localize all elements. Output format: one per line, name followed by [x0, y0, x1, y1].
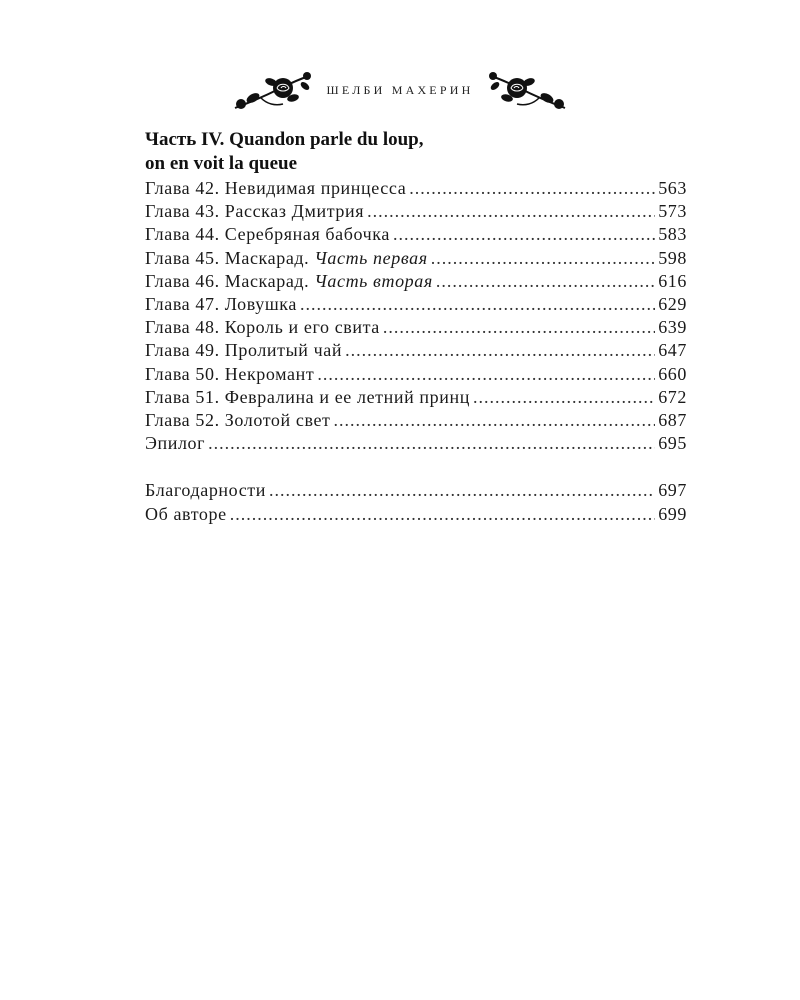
toc-entry — [145, 503, 687, 526]
part-title — [145, 128, 687, 176]
toc-entry-label: Эпилог — [145, 433, 206, 454]
toc-entry-page: 672 — [658, 386, 687, 407]
chapter-list — [145, 177, 687, 455]
toc-entry-page: 629 — [658, 294, 687, 315]
part-title-line-1: Часть IV. Quandon parle du loup, — [145, 129, 424, 150]
toc-entry-page: 699 — [658, 503, 687, 524]
toc-entry-page: 583 — [658, 224, 687, 245]
toc-entry-label: Глава 47. Ловушка — [145, 294, 297, 315]
toc-entry-page: 616 — [658, 270, 687, 291]
backmatter-list — [145, 479, 687, 525]
toc-entry-page: 598 — [658, 247, 687, 268]
toc-entry-page: 695 — [658, 433, 687, 454]
toc-entry-page: 639 — [658, 317, 687, 338]
toc-entry — [145, 363, 687, 386]
dot-leader — [473, 386, 655, 409]
dot-leader — [393, 223, 655, 246]
toc-entry-label: Об авторе — [145, 503, 227, 524]
toc-entry — [145, 270, 687, 293]
dot-leader — [230, 503, 655, 526]
toc-entry-italic-part: Часть первая — [314, 247, 428, 268]
toc-entry — [145, 432, 687, 455]
dot-leader — [317, 363, 655, 386]
dot-leader — [436, 270, 655, 293]
toc-entry-label: Глава 50. Некромант — [145, 363, 315, 384]
toc-entry-label: Глава 49. Пролитый чай — [145, 340, 343, 361]
dot-leader — [431, 247, 655, 270]
toc-entry — [145, 409, 687, 432]
toc-entry — [145, 293, 687, 316]
toc-entry-label: Глава 44. Серебряная бабочка — [145, 224, 390, 245]
toc-entry-page: 563 — [658, 178, 687, 198]
toc-entry — [145, 177, 687, 200]
toc-entry-label: Глава 48. Король и его свита — [145, 317, 380, 338]
toc-entry-label: Благодарности — [145, 480, 267, 501]
dot-leader — [269, 479, 655, 502]
toc-entry — [145, 200, 687, 223]
dot-leader — [208, 432, 655, 455]
dot-leader — [300, 293, 655, 316]
running-title: ШЕЛБИ МАХЕРИН — [326, 82, 474, 97]
toc-entry-italic-part: Часть вторая — [314, 270, 433, 291]
toc-entry-label: Глава 45. Маскарад. Часть первая — [145, 247, 428, 268]
section-gap — [145, 455, 687, 479]
toc-entry-page: 660 — [658, 363, 687, 384]
dot-leader — [367, 200, 655, 223]
table-of-contents — [145, 128, 687, 526]
running-header — [0, 66, 800, 114]
rose-ornament-right-icon — [487, 68, 569, 112]
dot-leader — [345, 339, 655, 362]
toc-entry-page: 647 — [658, 340, 687, 361]
toc-entry — [145, 386, 687, 409]
toc-entry-page: 697 — [658, 480, 687, 501]
toc-entry-label: Глава 46. Маскарад. Часть вторая — [145, 270, 433, 291]
dot-leader — [334, 409, 656, 432]
part-title-line-2: on en voit la queue — [145, 153, 298, 174]
toc-entry-page: 687 — [658, 410, 687, 431]
toc-entry — [145, 223, 687, 246]
toc-entry-label: Глава 52. Золотой свет — [145, 410, 331, 431]
toc-entry-page: 573 — [658, 201, 687, 222]
dot-leader — [409, 177, 655, 200]
toc-entry — [145, 479, 687, 502]
toc-entry-label: Глава 42. Невидимая принцесса — [145, 178, 407, 198]
toc-entry — [145, 316, 687, 339]
toc-entry — [145, 247, 687, 270]
toc-entry — [145, 339, 687, 362]
dot-leader — [383, 316, 655, 339]
rose-ornament-left-icon — [231, 68, 313, 112]
toc-entry-label: Глава 51. Февралина и ее летний принц — [145, 386, 470, 407]
toc-entry-label: Глава 43. Рассказ Дмитрия — [145, 201, 365, 222]
